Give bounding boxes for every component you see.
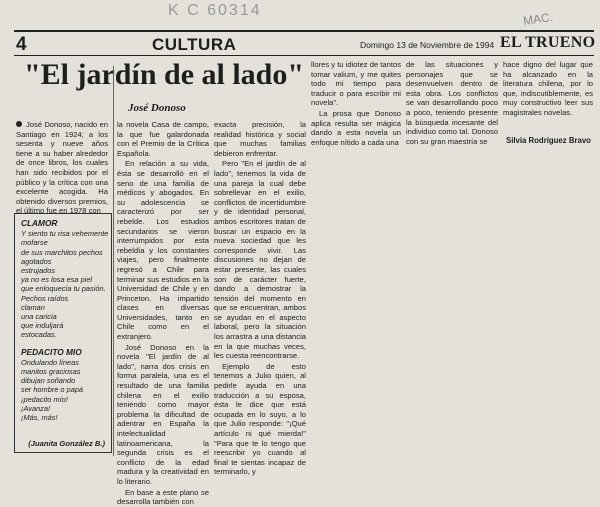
article-column-5: [406, 60, 498, 146]
article-column-2: [117, 120, 209, 507]
issue-date: Domingo 13 de Noviembre de 1994: [360, 40, 495, 50]
poem-line: agotados: [21, 256, 52, 266]
article-paragraph: José Donoso, nacido en Santiago en 1924; a los sesenta y nueve años tiene a su haber alrededor de once libros, los cuales han sido recibidos por el público y la crítica con una excelente acogida. Ha obtenido diversos premios, el último fue en 1978 con: [16, 120, 108, 216]
article-paragraph: En base a este plano se desarrolla también con: [117, 487, 209, 507]
poem-line: claman: [21, 302, 45, 312]
article-paragraph: exacta precisión, la realidad histórica y social que muchas familias debieron enfrentar.: [214, 120, 306, 158]
article-title: "El jardín de al lado": [24, 58, 305, 91]
article-column-1: [16, 120, 108, 216]
poem-box: [14, 213, 112, 453]
article-paragraph: la novela Casa de campo, la que fue galardonada con el Premio de la Crítica Española.: [117, 120, 209, 158]
poem-line: que enloquecía tu pasión.: [21, 284, 106, 294]
poem-title: PEDACITO MIO: [21, 346, 82, 357]
article-paragraph: Pero "En el jardín de al lado", tenemos la vida de una pareja la cual debe sobrellevar en el exilio, conflictos de incertidumbre y de identidad personal, ambos escritores tratan de buscar un espacio en la nueva sociedad que les corresponde vivir. Las discusiones no dejan de estar presente, las cuales son de carácter fuerte, dando a demostrar la tensión del momento en que se encuentran, ambos se ayudan en el aspecto laboral, pero la situación los arrastra a una distancia en la que muchas veces, les cuesta reencontrarse.: [214, 159, 306, 361]
article-paragraph: llores y tu idiotez de tantos tomar valium, y me quites todo mi tiempo para traducir o para escribir mi novela".: [311, 60, 401, 108]
article-column-6: [503, 60, 593, 118]
page-number: 4: [16, 34, 27, 55]
article-byline: José Donoso: [128, 102, 186, 114]
article-paragraph: hace digno del lugar que ha alcanzado en la literatura chilena, por lo que, indiscutiblemente, es muy constructivo leer sus magistrales novelas.: [503, 60, 593, 117]
poem-author: (Juanita González B.): [28, 438, 105, 448]
article-column-3: [214, 120, 306, 477]
article-paragraph: En relación a su vida, ésta se desarrolló en el seno de una familia de médicos y abogados. En su adolescencia se caracterizó por ser rebelde. Los estudios secundarios se vieron interrumpidos por esta rebeldía y los constantes viajes, pero finalmente regresó a Chile para terminar sus estudios en la Universidad de Chile y en Princeton. Ha impartido clases en diversas Universidades, tanto en Chile como en el extranjero.: [117, 159, 209, 342]
article-paragraph: La prosa que Donoso aplica resulta ser mágica dando a esta novela un enfoque nítido a cada una: [311, 108, 401, 147]
header-rule-bottom: [14, 55, 594, 56]
poem-line: ya no es losa esa piel: [21, 275, 93, 285]
poem-line: mofarse: [21, 238, 48, 248]
paragraph-bullet: [16, 121, 22, 127]
poem-line: ¡Más, más!: [21, 413, 58, 423]
poem-title: CLAMOR: [21, 218, 58, 228]
poem-line: Y siento tu risa vehemente: [21, 229, 109, 239]
poem-line: dibujan soñando: [21, 376, 76, 386]
archive-stamp: K C 60314: [168, 2, 262, 19]
poem-line: estocadas.: [21, 330, 57, 340]
header-rule-top: [14, 30, 594, 32]
poem-line: manitos graciosas: [21, 367, 81, 377]
poem-line: Ondulando líneas: [21, 357, 79, 367]
poem-line: Pechos raídos: [21, 293, 69, 303]
poem-line: que induljará: [21, 321, 64, 331]
column-rule: [113, 66, 114, 456]
article-paragraph: de las situaciones y personajes que se desenvuelven dentro de esta obra. Los conflictos se van desarrollando poco a poco, teniendo presente la búsqueda incesante del individuo como tal. Donoso con su gran maestría se: [406, 60, 498, 146]
poem-line: ¡Avanza!: [21, 403, 51, 413]
section-title: CULTURA: [152, 35, 237, 54]
poem-line: estrujados: [21, 266, 56, 276]
newspaper-name: EL TRUENO: [500, 34, 596, 51]
article-paragraph: José Donoso en la novela "El jardín de al lado", narra dos crisis en forma paralela, una es el resultado de una familia chilena en el exilio teniendo como mayor problema la dificultad de adentrar en España la intelectualidad latinoamericana, la segunda crisis es el conflicto de la edad madura y la creatividad en lo literario.: [117, 342, 209, 486]
poem-line: una caricia: [21, 312, 57, 322]
corner-handwritten-note: MAC.: [522, 9, 554, 29]
poem-line: ser hombre o papá: [21, 385, 84, 395]
poem-line: ¡pedacito mío!: [21, 394, 68, 404]
article-paragraph: Ejemplo de esto tenemos a Julio quien, al pedirle ayuda en una traducción a su esposa, ésta le dice que está ocupada en lo suyo, a lo que Julio responde: "¡Qué artículo ni qué mierda!" "Para que te lo tengo que reescribir yo cuando al final te sientas incapaz de terminarlo, y: [214, 361, 306, 477]
poem-line: de sus marchitos pechos: [21, 247, 103, 257]
article-signature: Silvia Rodríguez Bravo: [506, 136, 591, 145]
article-column-4: [311, 60, 401, 147]
